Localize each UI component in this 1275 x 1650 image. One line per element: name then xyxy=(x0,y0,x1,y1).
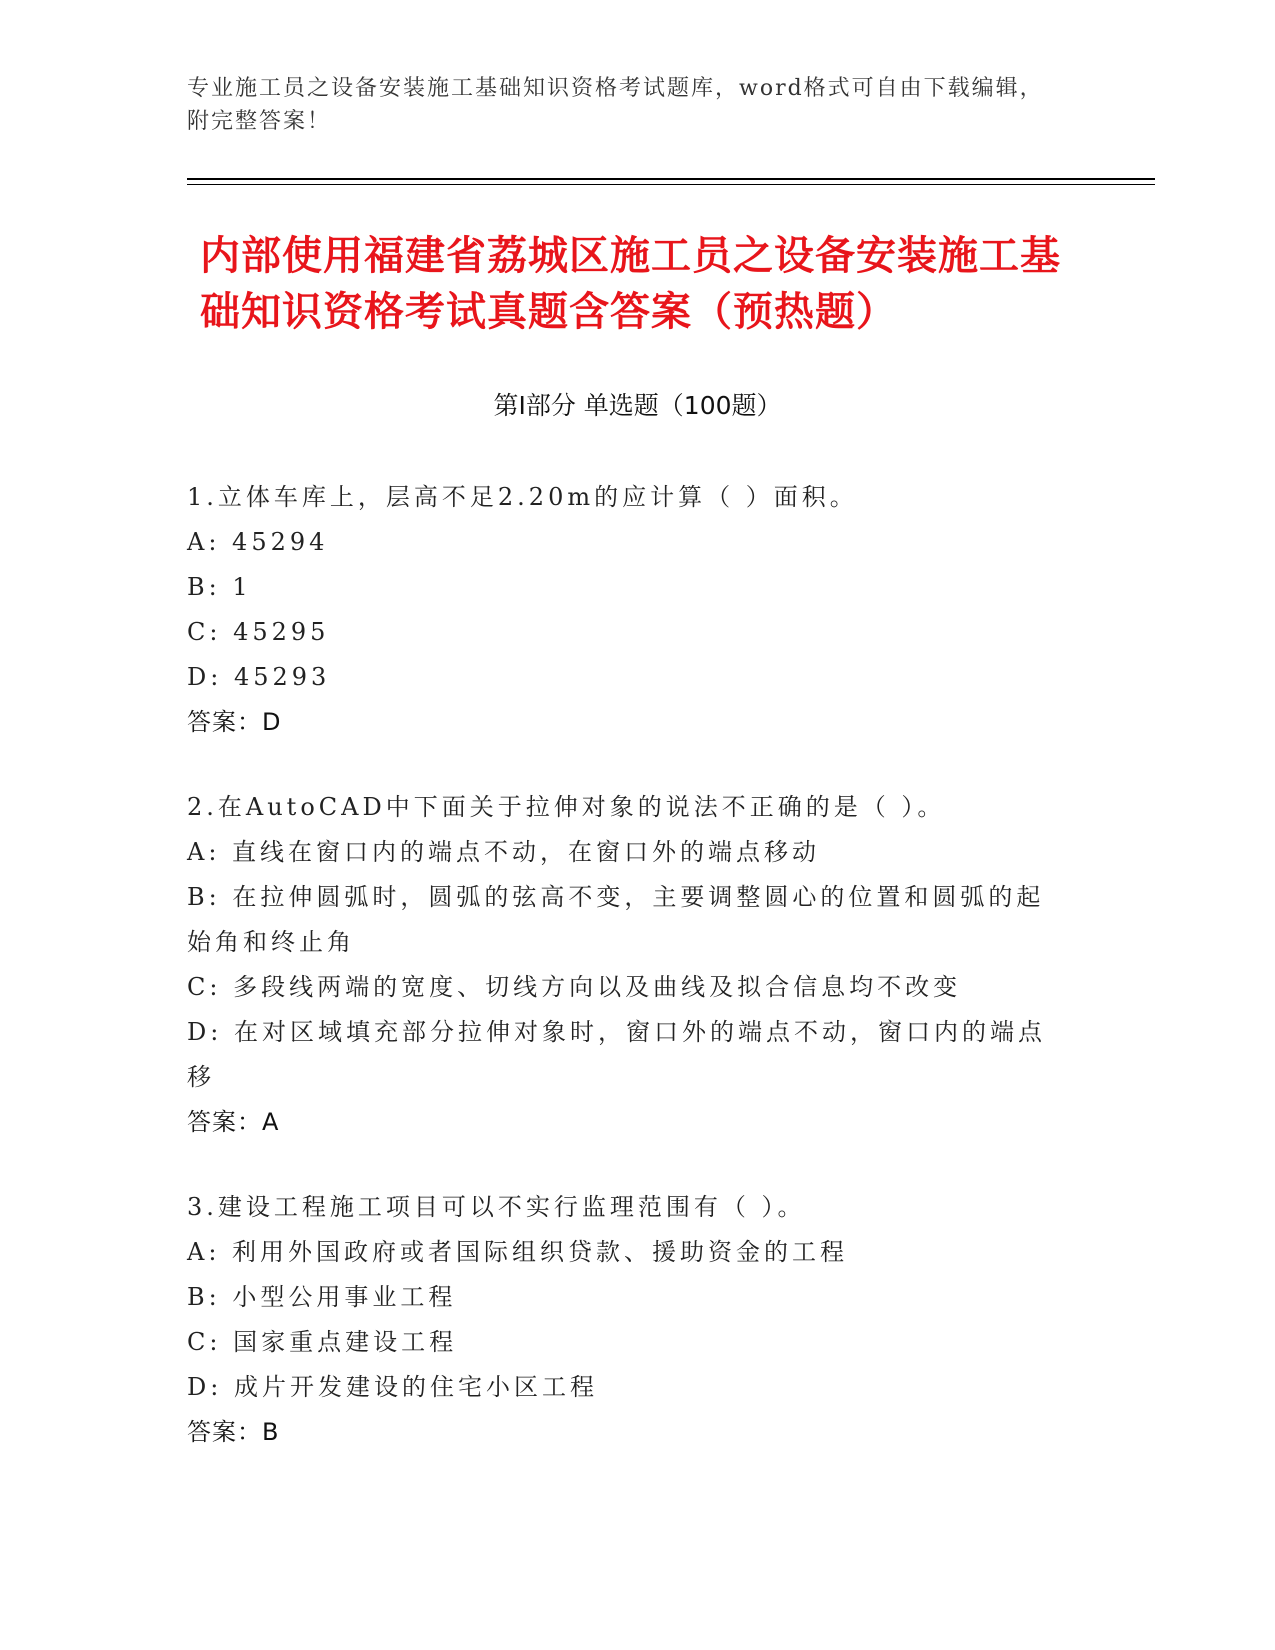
option-d: D: 在对区域填充部分拉伸对象时，窗口外的端点不动，窗口内的端点移 xyxy=(187,1018,1046,1091)
document-title: 内部使用福建省荔城区施工员之设备安装施工基础知识资格考试真题含答案（预热题） xyxy=(200,233,1061,335)
option-c: C: 45295 xyxy=(187,618,330,646)
answer-line: 答案：D xyxy=(187,708,282,736)
option-a: A: 45294 xyxy=(187,528,329,556)
option-b: B: 1 xyxy=(187,573,252,601)
option-b: B: 小型公用事业工程 xyxy=(187,1283,457,1311)
answer-line: 答案：A xyxy=(187,1108,280,1136)
header-divider-thin xyxy=(187,184,1155,185)
option-d: D: 成片开发建设的住宅小区工程 xyxy=(187,1373,598,1401)
question-1 xyxy=(187,475,1067,745)
question-3 xyxy=(187,1185,1067,1455)
option-a: A: 直线在窗口内的端点不动，在窗口外的端点移动 xyxy=(187,838,821,866)
answer-line: 答案：B xyxy=(187,1418,280,1446)
option-b: B: 在拉伸圆弧时，圆弧的弦高不变，主要调整圆心的位置和圆弧的起始角和终止角 xyxy=(187,883,1045,956)
question-stem: 2.在AutoCAD中下面关于拉伸对象的说法不正确的是（ ）。 xyxy=(187,793,946,821)
option-c: C: 国家重点建设工程 xyxy=(187,1328,458,1356)
section-title: 第Ⅰ部分 单选题（100题） xyxy=(493,391,782,420)
option-a: A: 利用外国政府或者国际组织贷款、援助资金的工程 xyxy=(187,1238,849,1266)
header-divider-thick xyxy=(187,178,1155,180)
question-stem: 3.建设工程施工项目可以不实行监理范围有（ ）。 xyxy=(187,1193,806,1221)
question-stem: 1.立体车库上，层高不足2.20m的应计算（ ）面积。 xyxy=(187,483,858,511)
question-list xyxy=(187,475,1067,1495)
header-note: 专业施工员之设备安装施工基础知识资格考试题库，word格式可自由下载编辑，附完整答案！ xyxy=(187,76,1044,134)
option-c: C: 多段线两端的宽度、切线方向以及曲线及拟合信息均不改变 xyxy=(187,973,962,1001)
option-d: D: 45293 xyxy=(187,663,331,691)
question-2 xyxy=(187,785,1067,1145)
